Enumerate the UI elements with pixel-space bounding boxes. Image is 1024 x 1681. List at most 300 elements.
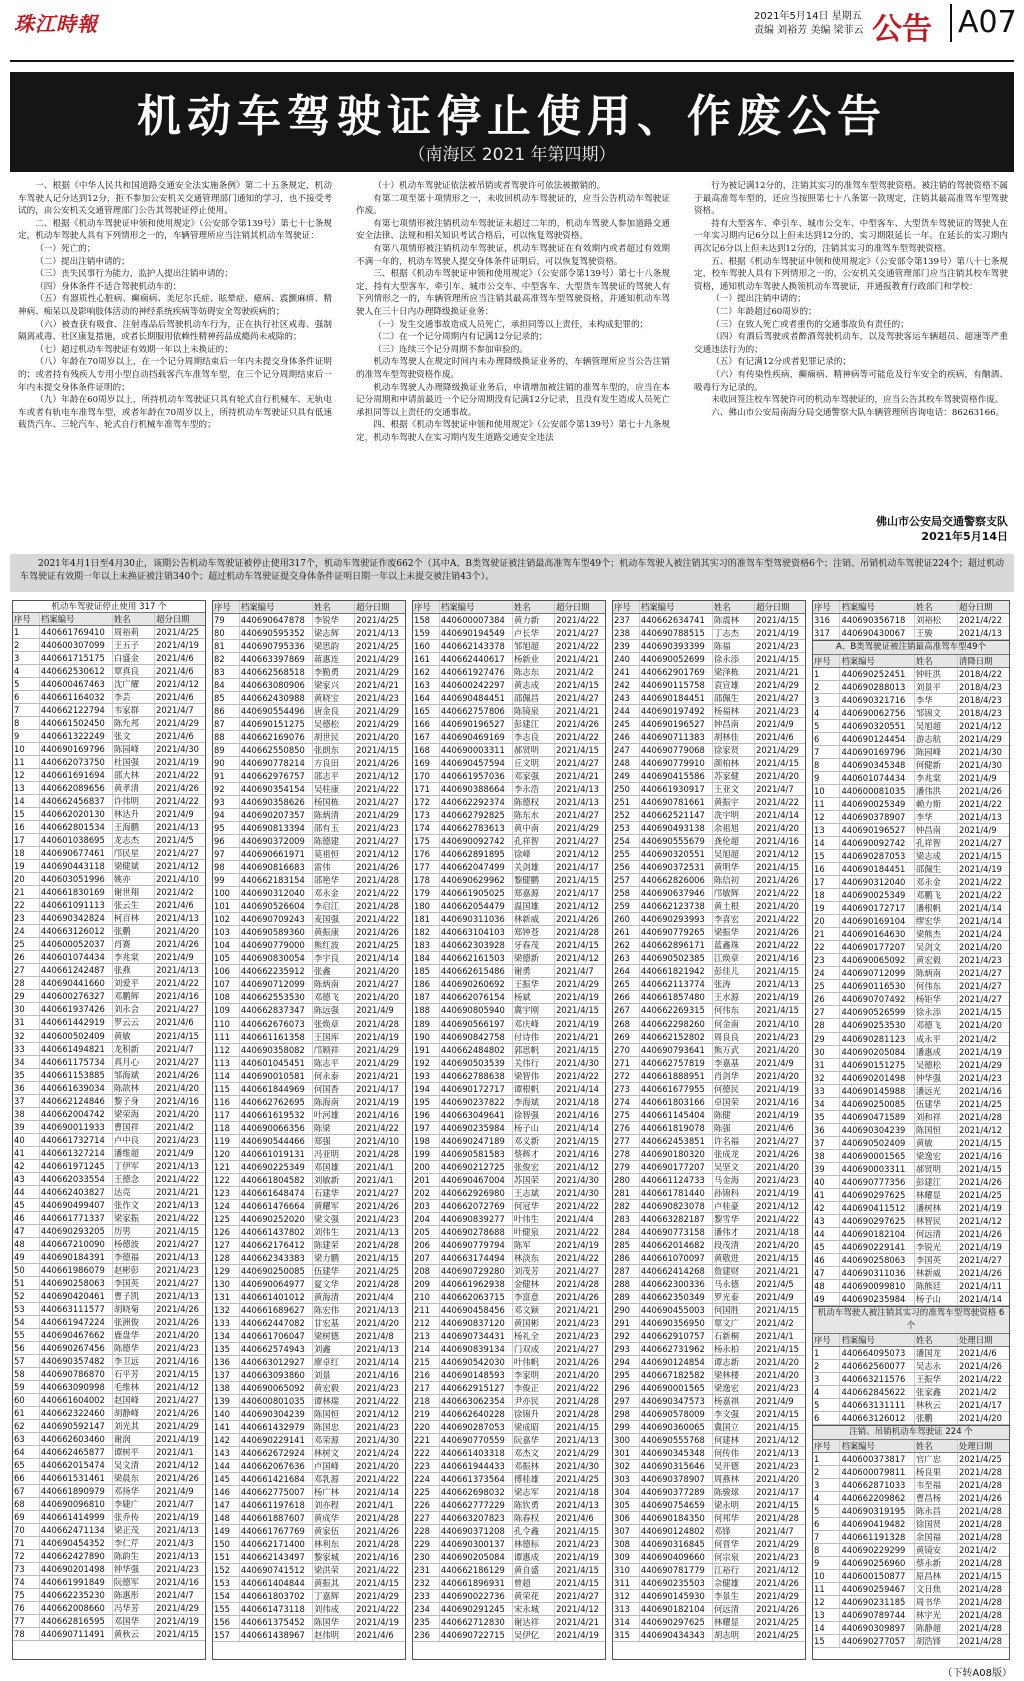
archive-number: 440661732714 [40, 1134, 113, 1146]
table-row [813, 746, 1009, 759]
row-date: 2021/4/12 [556, 1161, 600, 1172]
row-date: 2021/4/2 [556, 667, 594, 678]
row-index: 274 [613, 1096, 640, 1108]
archive-number: 440662430988 [240, 692, 313, 704]
archive-number: 440690578009 [640, 1408, 713, 1420]
row-date: 2021/4/27 [556, 1343, 600, 1354]
person-name: 刘裕松 [915, 614, 958, 626]
row-date: 2021/4/15 [756, 1252, 800, 1263]
archive-number: 440690231185 [840, 1596, 914, 1608]
person-name: 黄力新 [513, 614, 555, 626]
archive-number: 440690712099 [240, 978, 313, 990]
row-index: 15 [813, 1635, 840, 1647]
person-name: 关剑雄 [513, 861, 555, 873]
row-index: 231 [413, 1564, 440, 1576]
row-index: 309 [613, 1551, 640, 1563]
person-name: 王志斌 [513, 1187, 555, 1199]
row-index: 151 [213, 1551, 240, 1563]
archive-number: 440662209862 [840, 1492, 914, 1504]
table-row [613, 887, 805, 900]
row-index: 149 [213, 1525, 240, 1537]
row-date: 2021/4/28 [959, 1532, 1002, 1543]
row-date: 2021/4/29 [356, 810, 400, 821]
row-index: 6 [13, 691, 40, 703]
table-row [213, 627, 405, 640]
person-name: 黄晓宝 [313, 692, 355, 704]
row-date: 2021/4/17 [556, 888, 600, 899]
row-date: 2021/4/14 [556, 1083, 600, 1094]
person-name: 姚亦 [113, 873, 155, 885]
table-caption: 机动车驾驶证停止使用 317 个 [13, 601, 205, 613]
archive-number: 440690180320 [640, 1148, 713, 1160]
row-index: 195 [413, 1096, 440, 1108]
archive-number: 440690197492 [640, 705, 713, 717]
archive-number: 440690415586 [640, 770, 713, 782]
row-date: 2021/4/16 [756, 953, 800, 964]
person-name: 毛维林 [113, 1381, 155, 1393]
table-row [413, 874, 605, 887]
row-date: 2021/4/1 [356, 1500, 394, 1511]
table-row [813, 1518, 1009, 1531]
archive-number: 440690092742 [440, 835, 513, 847]
table-row [813, 837, 1009, 850]
column-header: 超分日期 [156, 614, 190, 624]
row-index: 188 [413, 1004, 440, 1016]
person-name: 钟昌南 [915, 824, 958, 836]
archive-number: 440690709243 [240, 913, 313, 925]
row-date: 2021/4/14 [756, 810, 800, 821]
person-name: 马永德 [713, 1278, 755, 1290]
table-row [213, 1109, 405, 1122]
table-row [613, 744, 805, 757]
row-index: 179 [413, 887, 440, 899]
row-date: 2021/4/9 [756, 1057, 794, 1068]
person-name: 潘根帆 [915, 902, 958, 914]
person-name: 陈欲林 [113, 1082, 155, 1094]
archive-number: 440690773158 [640, 1226, 713, 1238]
row-date: 2021/4/25 [556, 1474, 600, 1485]
person-name: 梁成昭 [513, 1421, 555, 1433]
row-date: 2021/4/20 [756, 1239, 800, 1250]
row-date: 2021/4/15 [756, 1304, 800, 1315]
row-date: 2021/4/26 [756, 1148, 800, 1159]
person-name: 梁志辉 [313, 627, 355, 639]
table-row [213, 1603, 405, 1616]
row-date: 2021/4/29 [556, 979, 600, 990]
row-index: 249 [613, 770, 640, 782]
table-row [13, 1056, 205, 1069]
table-row [413, 1499, 605, 1512]
row-date: 2021/4/26 [959, 1267, 1002, 1278]
row-index: 57 [13, 1355, 40, 1367]
row-date: 2021/4/19 [356, 1096, 400, 1107]
archive-number: 440690789744 [840, 1609, 914, 1621]
person-name: 黄成华 [313, 1512, 355, 1524]
person-name: 林达升 [113, 808, 155, 820]
table-row [213, 978, 405, 991]
table-row [613, 679, 805, 692]
person-name: 江焕章 [713, 952, 755, 964]
table-row [413, 952, 605, 965]
table-row [13, 704, 205, 717]
person-name: 梁文强 [313, 1213, 355, 1225]
archive-number: 440662014682 [640, 1239, 713, 1251]
archive-number: 440661161358 [240, 1031, 313, 1043]
archive-number: 440661821942 [640, 965, 713, 977]
signature-block [876, 514, 1008, 544]
archive-number: 440662298260 [640, 1018, 713, 1030]
row-index: 242 [613, 679, 640, 691]
person-name: 黄家伍 [313, 1525, 355, 1537]
person-name: 刘景平 [915, 681, 958, 693]
table-row [413, 744, 605, 757]
table-row [613, 1330, 805, 1343]
row-index: 92 [213, 783, 240, 795]
archive-number: 440662427890 [40, 1550, 113, 1562]
row-date: 2021/4/19 [959, 864, 1002, 875]
archive-number: 440690816683 [240, 861, 313, 873]
row-index: 165 [413, 705, 440, 717]
row-index: 56 [13, 1342, 40, 1354]
row-date: 2021/4/15 [556, 940, 600, 951]
row-date: 2021/4/20 [756, 771, 800, 782]
row-index: 1 [813, 668, 840, 680]
table-row [13, 1121, 205, 1134]
row-date: 2021/4/19 [556, 1552, 600, 1563]
table-row [413, 1564, 605, 1577]
archive-number: 440690779265 [640, 926, 713, 938]
row-date: 2021/4/19 [156, 757, 200, 768]
table-row [213, 1031, 405, 1044]
person-name: 陈震林 [713, 614, 755, 626]
row-index: 40 [13, 1134, 40, 1146]
page-number: A07 [950, 4, 1017, 42]
table-row [613, 1239, 805, 1252]
person-name: 张洲俊 [113, 1316, 155, 1328]
table-row [813, 1137, 1009, 1150]
table-row [13, 1238, 205, 1251]
person-name: 李兆棠 [113, 951, 155, 963]
row-date: 2021/4/25 [756, 1630, 800, 1641]
row-index: 212 [413, 1317, 440, 1329]
row-index: 271 [613, 1057, 640, 1069]
row-index: 126 [213, 1226, 240, 1238]
row-index: 17 [813, 876, 840, 888]
row-date: 2021/4/13 [959, 812, 1002, 823]
person-name: 吴柱康 [313, 783, 355, 795]
row-index: 164 [413, 692, 440, 704]
archive-number: 440690729280 [440, 1265, 513, 1277]
archive-number: 440690778214 [240, 757, 313, 769]
table-row [613, 939, 805, 952]
person-name: 徐家贤 [713, 744, 755, 756]
row-index: 280 [613, 1174, 640, 1186]
body-paragraph: （四）有酒后驾驶或者醉酒驾驶机动车，以及驾驶客运车辆超员、超速等严重交通违法行为的； [694, 332, 1008, 355]
archive-number: 440690182104 [840, 1228, 914, 1240]
row-date: 2021/4/21 [156, 1186, 200, 1197]
row-index: 22 [13, 899, 40, 911]
newspaper-logo: 珠江時報 [14, 12, 98, 36]
archive-number: 440690484451 [440, 692, 513, 704]
table-row [813, 1596, 1009, 1609]
table-row [413, 978, 605, 991]
row-date: 2021/4/28 [959, 1111, 1002, 1122]
row-index: 244 [613, 705, 640, 717]
table-row [813, 1557, 1009, 1570]
row-date: 2021/4/20 [156, 1108, 200, 1119]
archive-number: 440600150877 [840, 1570, 914, 1582]
row-index: 32 [813, 1072, 840, 1084]
table-row [613, 1590, 805, 1603]
person-name: 胡晓菊 [113, 1303, 155, 1315]
table-row [13, 977, 205, 990]
row-index: 32 [13, 1030, 40, 1042]
archive-number: 440690096810 [40, 1498, 113, 1510]
table-row [413, 1057, 605, 1070]
person-name: 陈德建 [313, 835, 355, 847]
archive-number: 440690311036 [440, 913, 513, 925]
table-row [813, 1293, 1009, 1306]
archive-number: 440690779000 [240, 939, 313, 951]
row-index: 82 [213, 653, 240, 665]
person-name: 林秋云 [915, 1399, 958, 1411]
archive-number: 440662757806 [440, 705, 513, 717]
table-row [613, 1122, 805, 1135]
row-index: 124 [213, 1200, 240, 1212]
row-index: 139 [213, 1395, 240, 1407]
person-name: 陈宏伟 [313, 1304, 355, 1316]
person-name: 黄荣花 [513, 1590, 555, 1602]
row-index: 89 [213, 744, 240, 756]
row-index: 302 [613, 1460, 640, 1472]
table-row [613, 1564, 805, 1577]
person-name: 官广忠 [915, 1453, 958, 1465]
table-row [813, 1635, 1009, 1648]
table-row [613, 978, 805, 991]
person-name: 李勤勇 [313, 666, 355, 678]
row-date: 2021/4/29 [356, 706, 400, 717]
archive-number: 440662343383 [240, 1252, 313, 1264]
person-name: 李芸 [113, 691, 155, 703]
table-row [413, 1369, 605, 1382]
person-name: 赵国峰 [113, 1394, 155, 1406]
row-date: 2021/4/28 [959, 1623, 1002, 1634]
column-header: 超分日期 [356, 602, 390, 612]
row-date: 2021/4/28 [959, 1610, 1002, 1621]
archive-number: 440690441660 [40, 977, 113, 989]
table-row [613, 1473, 805, 1486]
row-index: 21 [13, 886, 40, 898]
archive-number: 440690316845 [640, 1538, 713, 1550]
row-index: 9 [13, 730, 40, 742]
row-index: 256 [613, 861, 640, 873]
row-date: 2021/4/2 [959, 1033, 997, 1044]
person-name: 曾超 [513, 1577, 555, 1589]
row-date: 2021/4/9 [156, 952, 194, 963]
row-date: 2021/4/16 [156, 1095, 200, 1106]
row-index: 297 [613, 1395, 640, 1407]
person-name: 梁家兴 [313, 679, 355, 691]
table-row [613, 1629, 805, 1642]
archive-number: 440662322460 [40, 1407, 113, 1419]
row-date: 2021/4/1 [356, 1161, 394, 1172]
archive-number: 440690052699 [640, 653, 713, 665]
person-name: 叶伟帆 [513, 1356, 555, 1368]
row-date: 2021/4/20 [156, 1082, 200, 1093]
archive-number: 440661991849 [40, 1576, 113, 1588]
row-index: 60 [13, 1394, 40, 1406]
person-name: 冀宇刚 [513, 1004, 555, 1016]
archive-number: 440690779794 [440, 1239, 513, 1251]
person-name: 陈炳清 [313, 809, 355, 821]
row-index: 70 [13, 1524, 40, 1536]
person-name: 李华 [915, 811, 958, 823]
row-date: 2021/4/15 [756, 654, 800, 665]
person-name: 蓝鑫珠 [713, 939, 755, 951]
person-name: 胡志明 [713, 1629, 755, 1641]
row-date: 2021/4/13 [156, 1290, 200, 1301]
person-name: 赵彬彭 [113, 1264, 155, 1276]
row-index: 49 [13, 1251, 40, 1263]
table-row [413, 1278, 605, 1291]
row-date: 2021/4/12 [959, 721, 1002, 732]
person-name: 胡静峰 [113, 1407, 155, 1419]
person-name: 谭林瑞 [313, 1395, 355, 1407]
archive-number: 440690235984 [440, 1122, 513, 1134]
row-index: 272 [613, 1070, 640, 1082]
person-name: 袁宣雄 [713, 679, 755, 691]
table-row [813, 1373, 1009, 1386]
person-name: 金健林 [513, 1278, 555, 1290]
table-row [213, 1538, 405, 1551]
row-index: 111 [213, 1031, 240, 1043]
row-index: 19 [813, 902, 840, 914]
table-caption: 注销、吊销机动车驾驶证 224 个 [813, 1425, 1009, 1440]
table-row [413, 1265, 605, 1278]
table-row [613, 1343, 805, 1356]
row-date: 2021/4/28 [959, 1636, 1002, 1647]
person-name: 黄中南 [513, 822, 555, 834]
row-date: 2021/4/20 [959, 1020, 1002, 1031]
row-index: 220 [413, 1421, 440, 1433]
archive-number: 440663012927 [240, 1356, 313, 1368]
row-index: 93 [213, 796, 240, 808]
table-row [13, 769, 205, 782]
person-name: 杨斌 [513, 991, 555, 1003]
archive-number: 440690260692 [440, 978, 513, 990]
person-name: 孔令鑫 [513, 1525, 555, 1537]
table-row [613, 861, 805, 874]
archive-number: 440690229299 [840, 1544, 914, 1556]
person-name: 黄国彬 [513, 1317, 555, 1329]
row-index: 307 [613, 1525, 640, 1537]
table-row [413, 939, 605, 952]
archive-number: 440690711383 [640, 731, 713, 743]
table-row [413, 1200, 605, 1213]
table-row [813, 1583, 1009, 1596]
row-date: 2021/4/19 [756, 1109, 800, 1120]
row-index: 39 [13, 1121, 40, 1133]
body-paragraph: （一）死亡的； [35, 243, 96, 254]
row-date: 2021/4/1 [156, 1447, 194, 1457]
row-date: 2021/4/30 [959, 747, 1002, 758]
row-index: 117 [213, 1109, 240, 1121]
person-name: 刘茂芳 [513, 1265, 555, 1277]
archive-number: 440662113774 [640, 978, 713, 990]
row-index: 226 [413, 1499, 440, 1511]
table-row [413, 926, 605, 939]
table-row [13, 1147, 205, 1160]
person-name: 谢润 [113, 1433, 155, 1445]
row-index: 16 [813, 863, 840, 875]
table-header-row [413, 601, 605, 614]
row-index: 109 [213, 1004, 240, 1016]
row-index: 154 [213, 1590, 240, 1602]
person-name: 张作文 [113, 1199, 155, 1211]
archive-number: 440662801534 [40, 821, 113, 833]
table-row [613, 1460, 805, 1473]
row-date: 2021/4/20 [756, 1070, 800, 1081]
person-name: 付诗伟 [513, 1031, 555, 1043]
person-name: 蔡永新 [915, 1557, 958, 1569]
row-date: 2021/4/13 [356, 1226, 400, 1237]
person-name: 黄振其 [313, 1577, 355, 1589]
column-header: 超分日期 [556, 602, 590, 612]
row-index: 264 [613, 965, 640, 977]
row-index: 147 [213, 1499, 240, 1511]
row-index: 199 [413, 1148, 440, 1160]
person-name: 梁洪荣 [313, 1564, 355, 1576]
row-date: 2021/4/6 [356, 1630, 394, 1641]
row-date: 2021/4/15 [356, 1252, 400, 1263]
table-row [13, 1173, 205, 1186]
archive-number: 440661327214 [40, 1147, 113, 1159]
body-paragraph: 持有大型客车、牵引车、城市公交车、中型客车、大型货车驾驶证的驾驶人在一年实习期内记6分以上但未达到12分的，实习期限延长一年。在延长的实习期内再次记6分以上但未达到12分的，注销其实习的准驾车型驾驶资格。 [694, 218, 1008, 254]
person-name: 吴坚文 [713, 1161, 755, 1173]
person-name: 何晋华 [713, 1538, 755, 1550]
row-date: 2021/4/7 [556, 966, 594, 977]
person-name: 陈建荣 [313, 1239, 355, 1251]
row-index: 5 [13, 678, 40, 690]
table-row [613, 926, 805, 939]
row-index: 250 [613, 783, 640, 795]
person-name: 李卫远 [113, 1355, 155, 1367]
archive-number: 440662676073 [240, 1018, 313, 1030]
archive-number: 440690358082 [240, 1044, 313, 1056]
person-name: 郝贤明 [513, 744, 555, 756]
row-date: 2021/4/16 [356, 1109, 400, 1120]
row-index: 2 [813, 681, 840, 693]
row-date: 2021/4/15 [356, 745, 400, 756]
table-row [413, 1226, 605, 1239]
row-index: 103 [213, 926, 240, 938]
table-row [213, 1551, 405, 1564]
row-index: 36 [13, 1082, 40, 1094]
person-name: 谢达祥 [513, 1616, 555, 1628]
table-row [413, 1291, 605, 1304]
table-row [213, 1018, 405, 1031]
person-name: 李锐光 [915, 1241, 958, 1253]
archive-number: 440690372009 [240, 835, 313, 847]
archive-number: 440661986079 [40, 1264, 113, 1276]
row-index: 17 [13, 834, 40, 846]
archive-number: 440663397869 [240, 653, 313, 665]
row-index: 136 [213, 1356, 240, 1368]
archive-number: 440690779910 [640, 757, 713, 769]
person-name: 麦国强 [313, 913, 355, 925]
body-paragraph: 五、根据《机动车驾驶证申领和使用规定》（公安部令第139号）第八十七条规定，校车驾驶人具有下列情形之一的，公安机关交通管理部门应当注销其校车驾驶资格，通知机动车驾驶人换领机动车驾驶证，并通报教育行政部门和学校： [694, 256, 1008, 292]
row-index: 305 [613, 1499, 640, 1511]
